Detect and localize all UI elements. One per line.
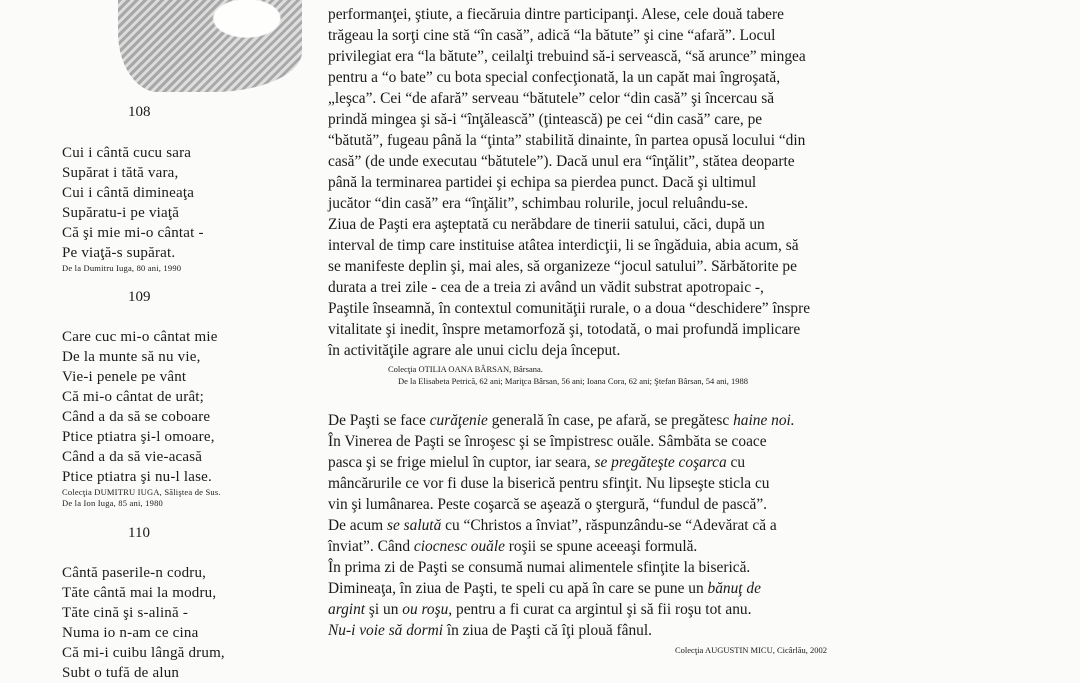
text-line: argint şi un ou roşu, pentru a fi curat ca argintul şi să fii roşu tot anu. [328, 601, 752, 618]
poem-line: Cui i cântă cucu sara [62, 145, 192, 161]
poem-line: Vie-i penele pe vânt [62, 369, 187, 385]
text-line: înviat”. Când ciocnesc ouăle roşii se spune aceeaşi formulă. [328, 538, 698, 555]
poem-line: Care cuc mi-o cântat mie [62, 329, 218, 345]
text-line: în activităţile agrare ale unui ciclu deja început. [328, 342, 621, 359]
text-line: pasca şi se frige mielul în cuptor, iar seara, se pregăteşte coşarca cu [328, 454, 746, 471]
poem-number: 110 [128, 525, 150, 541]
collection-source: Colecţia OTILIA OANA BÂRSAN, Bârsana. [388, 364, 543, 374]
poem-line: Ptice ptiatra şi nu-l lase. [62, 469, 212, 485]
poem-line: Că mi-i cuibu lângă drum, [62, 645, 225, 661]
collection-source: Colecţia AUGUSTIN MICU, Cicârlău, 2002 [675, 645, 828, 655]
text-line: vitalitate şi inedit, înspre metamorfoză şi, totodată, o mai profundă implicare [328, 321, 801, 338]
poem-line: Pe viaţă-s supărat. [62, 245, 176, 261]
text-line: interval de timp care instituise atâtea interdicţii, li se îngăduia, abia acum, să [328, 237, 799, 254]
poem-line: Supărat i tătă vara, [62, 165, 179, 181]
poem-line: Cântă paserile-n codru, [62, 565, 207, 581]
poem-line: Cui i cântă dimineaţa [62, 185, 195, 201]
poem-source: De la Dumitru Iuga, 80 ani, 1990 [62, 263, 182, 273]
text-line: casă” (de unde executau “bătutele”). Dacă unul era “înţălit”, stătea deoparte [328, 153, 795, 170]
poem-line: Ptice ptiatra şi-l omoare, [62, 429, 215, 445]
text-line: De acum se salută cu “Christos a înviat”, răspunzându-se “Adevărat că a [328, 517, 777, 534]
poem-line: De la munte să nu vie, [62, 349, 201, 365]
text-line: privilegiat era “la bătute”, ceilalţi trebuind să-i servească, “să arunce” mingea [328, 48, 806, 65]
paragraph-game-and-easter [328, 4, 930, 361]
poem-line: Tăte cină şi s-alină - [62, 605, 189, 621]
poem-line: Că mi-o cântat de urât; [62, 389, 205, 405]
text-line: Ziua de Paşti era aşteptată cu nerăbdare de tinerii satului, căci, după un [328, 216, 765, 233]
poem-line: Tăte cântă mai la modru, [62, 585, 217, 601]
text-line: În prima zi de Paşti se consumă numai alimentele sfinţite la biserică. [328, 559, 751, 576]
poem-line: Când a da să vie-acasă [62, 449, 203, 465]
text-line: jucător “din casă” era “înţălit”, schimbau rolurile, jocul reluându-se. [328, 195, 749, 212]
text-line: până la terminarea partidei şi echipa sa pierdea punct. Dacă şi ultimul [328, 174, 757, 191]
text-line: mâncărurile ce vor fi duse la biserică pentru sfinţit. Nu lipseşte sticla cu [328, 475, 770, 492]
text-line: „leşca”. Cei “de afară” serveau “bătutele” celor “din casă” şi încercau să [328, 90, 775, 107]
paragraph-easter-customs [328, 410, 930, 641]
poem-source: Colecţia DUMITRU IUGA, Săliştea de Sus. [62, 487, 221, 497]
poem-line: Supăratu-i pe viaţă [62, 205, 180, 221]
text-line: “bătută”, fugeau până la “ţinta” stabilită dinainte, în partea opusă locului “din [328, 132, 806, 149]
text-line: trăgeau la sorţi cine stă “în casă”, adică “la bătute” şi cine “afară”. Locul [328, 27, 776, 44]
poem-line: Când a da să se coboare [62, 409, 211, 425]
text-line: Nu-i voie să dormi în ziua de Paşti că îţi plouă fânul. [328, 622, 652, 639]
poem-source: De la Ion Iuga, 85 ani, 1980 [62, 498, 163, 508]
text-line: Dimineaţa, în ziua de Paşti, te speli cu apă în care se pune un bănuţ de [328, 580, 761, 597]
left-column-poems [0, 0, 290, 681]
text-line: prindă mingea şi să-i “înţălească” (ţintească) pe cei “din casă” care, pe [328, 111, 763, 128]
poem-number: 109 [128, 289, 151, 305]
text-line: vin şi lumânarea. Peste coşarcă se aşează o ştergură, “fundul de pască”. [328, 496, 768, 513]
poem-line: Că şi mie mi-o cântat - [62, 225, 204, 241]
informant-source: De la Elisabeta Petrică, 62 ani; Mariţca Bârsan, 56 ani; Ioana Cora, 62 ani; Ştefan Bârsan, 54 ani, 1988 [398, 376, 749, 386]
poem-line: Subt o tufă de alun [62, 665, 180, 681]
text-line: Paştile înseamnă, în contextul comunităţii rurale, o a doua “deschidere” înspre [328, 300, 811, 317]
text-line: pentru a “o bate” cu bota special confecţionată, la un capăt mai îngroşată, [328, 69, 781, 86]
text-line: De Paşti se face curăţenie generală în case, pe afară, se pregătesc haine noi. [328, 412, 795, 429]
text-line: se manifeste deplin şi, mai ales, să organizeze “jocul satului”. Sărbătorite pe [328, 258, 797, 275]
poem-number: 108 [128, 104, 151, 120]
poem-line: Numa io n-am ce cina [62, 625, 199, 641]
text-line: durata a trei zile - cea de a treia zi având un vădit substrat apotropaic -, [328, 279, 764, 296]
text-line: performanţei, ştiute, a fiecăruia dintre participanţi. Alese, cele două tabere [328, 6, 784, 23]
text-line: În Vinerea de Paşti se înroşesc şi se împistresc ouăle. Sâmbăta se coace [328, 433, 767, 450]
